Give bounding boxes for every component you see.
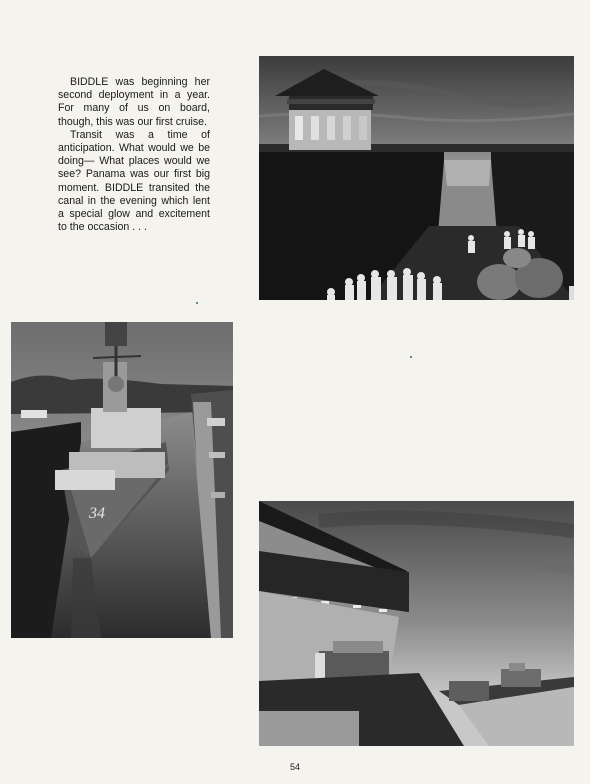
photo-canal-tower-dusk-image (259, 56, 574, 300)
photo-lock-control-house-image (259, 501, 574, 746)
photo-ship-in-lock-image (11, 322, 233, 638)
intro-text (58, 76, 210, 234)
intro-paragraph-2: Transit was a time of anticipation. What would we be doing— What places would we see? Panama was our first big moment. BIDDLE transited the canal in the evening which lent a special glow and excitement to the occasion . . . (58, 128, 210, 234)
photo-canal-tower-dusk (259, 56, 574, 300)
page-number: 54 (289, 762, 300, 772)
photo-ship-in-lock (11, 322, 233, 638)
print-speck (410, 356, 412, 358)
hull-number: 34 (89, 505, 105, 522)
print-speck (196, 302, 198, 304)
intro-paragraph-1: BIDDLE was beginning her second deployment in a year. For many of us on board, though, this was our first cruise. (58, 76, 210, 128)
photo-lock-control-house (259, 501, 574, 746)
